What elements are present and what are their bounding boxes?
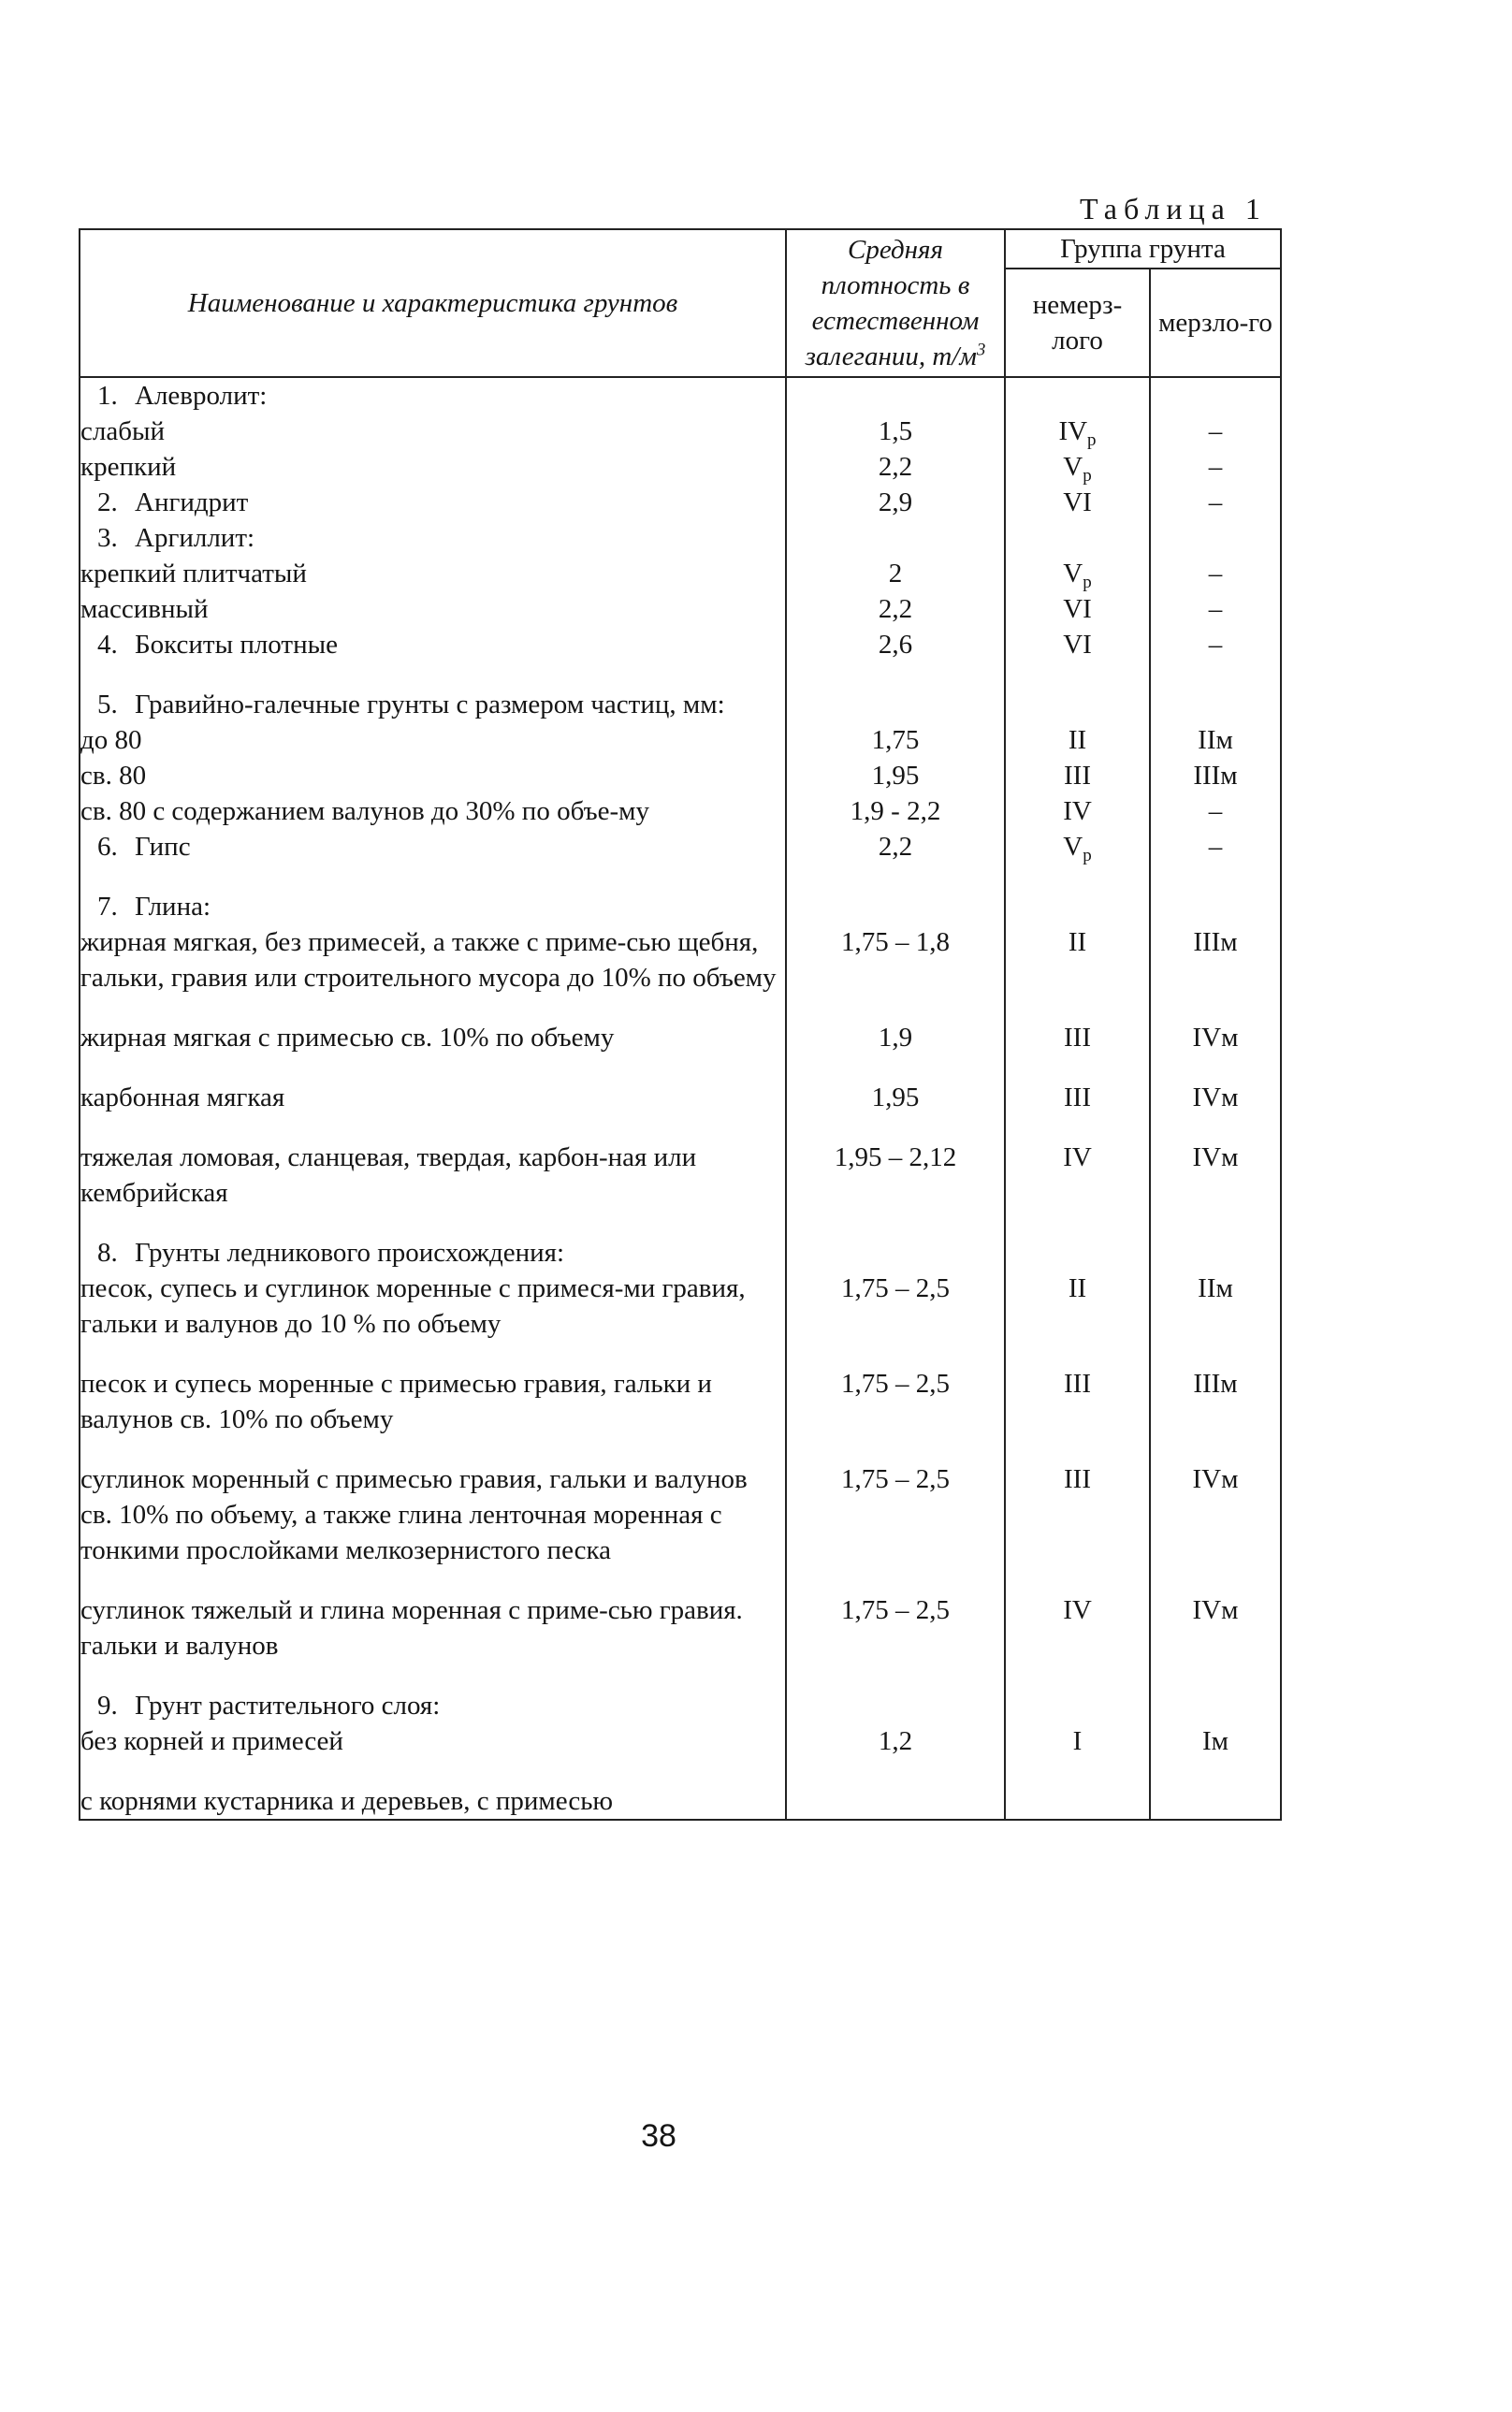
header-frozen: мерзло-го <box>1150 269 1281 377</box>
table-row <box>80 1055 1281 1115</box>
density-cell: 1,95 <box>786 758 1005 793</box>
density-cell: 1,75 – 2,5 <box>786 1568 1005 1664</box>
density-cell: 2,2 <box>786 449 1005 485</box>
frozen-cell <box>1150 520 1281 556</box>
unfrozen-group: VI <box>1063 487 1092 517</box>
header-density-text: Средняя плотность в естественном залегании, т/м <box>805 235 980 371</box>
unfrozen-cell <box>1005 1271 1150 1342</box>
table-row <box>80 995 1281 1055</box>
frozen-cell <box>1150 662 1281 722</box>
density-cell <box>786 662 1005 722</box>
density-cell: 1,75 – 2,5 <box>786 1342 1005 1437</box>
density-cell <box>786 1664 1005 1723</box>
unfrozen-cell <box>1005 591 1150 627</box>
name-cell: песок, супесь и суглинок моренные с примеся-ми гравия, гальки и валунов до 10 % по объему <box>80 1271 786 1342</box>
page-number: 38 <box>641 2118 676 2154</box>
name-cell <box>80 829 786 865</box>
table-row <box>80 1723 1281 1759</box>
unfrozen-cell <box>1005 1568 1150 1664</box>
frozen-cell: IIм <box>1150 722 1281 758</box>
name-cell: карбонная мягкая <box>80 1055 786 1115</box>
table-row <box>80 627 1281 662</box>
unfrozen-cell <box>1005 924 1150 995</box>
density-cell: 1,75 <box>786 722 1005 758</box>
name-cell: суглинок тяжелый и глина моренная с приме-сью гравия. гальки и валунов <box>80 1568 786 1664</box>
name-cell: св. 80 с содержанием валунов до 30% по объе-му <box>80 793 786 829</box>
name-cell: с корнями кустарника и деревьев, с примесью <box>80 1759 786 1820</box>
density-cell: 1,75 – 2,5 <box>786 1271 1005 1342</box>
unfrozen-cell <box>1005 1115 1150 1211</box>
name-cell <box>80 865 786 924</box>
frozen-cell: IVм <box>1150 1568 1281 1664</box>
frozen-cell: – <box>1150 556 1281 591</box>
row-number: 3. <box>97 523 118 553</box>
frozen-cell: IIIм <box>1150 1342 1281 1437</box>
unfrozen-group-sub: р <box>1083 573 1092 592</box>
density-cell: 2,9 <box>786 485 1005 520</box>
row-number: 8. <box>97 1238 118 1268</box>
name-cell: песок и супесь моренные с примесью гравия, гальки и валунов св. 10% по объему <box>80 1342 786 1437</box>
table-row <box>80 924 1281 995</box>
row-number: 4. <box>97 630 118 660</box>
table-row <box>80 1759 1281 1820</box>
unfrozen-group: VI <box>1063 630 1092 660</box>
name-cell <box>80 1211 786 1271</box>
frozen-cell <box>1150 377 1281 414</box>
density-cell <box>786 377 1005 414</box>
unfrozen-cell <box>1005 758 1150 793</box>
frozen-cell: IIIм <box>1150 924 1281 995</box>
density-cell: 1,9 - 2,2 <box>786 793 1005 829</box>
name-cell: св. 80 <box>80 758 786 793</box>
row-number: 6. <box>97 832 118 862</box>
unfrozen-cell <box>1005 1664 1150 1723</box>
header-density <box>786 229 1005 377</box>
frozen-cell <box>1150 1211 1281 1271</box>
unfrozen-cell <box>1005 1723 1150 1759</box>
unfrozen-group-sub: р <box>1083 466 1092 486</box>
table-row <box>80 722 1281 758</box>
unfrozen-cell <box>1005 449 1150 485</box>
unfrozen-cell <box>1005 1342 1150 1437</box>
unfrozen-cell <box>1005 377 1150 414</box>
row-number: 1. <box>97 381 118 411</box>
frozen-cell: IVм <box>1150 995 1281 1055</box>
table-row <box>80 377 1281 414</box>
name-cell: слабый <box>80 414 786 449</box>
table-row <box>80 1211 1281 1271</box>
unfrozen-group: IV <box>1063 796 1092 826</box>
unfrozen-cell <box>1005 414 1150 449</box>
table-title: Таблица 1 <box>1080 192 1267 225</box>
density-cell: 1,9 <box>786 995 1005 1055</box>
unfrozen-group: III <box>1064 1369 1091 1399</box>
table-row <box>80 662 1281 722</box>
unfrozen-group: V <box>1063 452 1083 482</box>
row-name: Ангидрит <box>135 487 249 517</box>
density-cell <box>786 1211 1005 1271</box>
name-cell <box>80 520 786 556</box>
table-row <box>80 1568 1281 1664</box>
table-row <box>80 1342 1281 1437</box>
table-row <box>80 758 1281 793</box>
unfrozen-cell <box>1005 662 1150 722</box>
name-cell: жирная мягкая, без примесей, а также с приме-сью щебня, гальки, гравия или строительного мусора до 10% по объему <box>80 924 786 995</box>
header-density-unit-exp: 3 <box>976 340 986 360</box>
table-row <box>80 591 1281 627</box>
table-row <box>80 829 1281 865</box>
table-row <box>80 1664 1281 1723</box>
frozen-cell: IVм <box>1150 1055 1281 1115</box>
name-cell <box>80 485 786 520</box>
unfrozen-cell <box>1005 520 1150 556</box>
unfrozen-cell <box>1005 485 1150 520</box>
name-cell: жирная мягкая с примесью св. 10% по объему <box>80 995 786 1055</box>
unfrozen-group: VI <box>1063 594 1092 624</box>
table-row <box>80 485 1281 520</box>
row-name: Грунты ледникового происхождения: <box>135 1238 565 1268</box>
frozen-cell <box>1150 865 1281 924</box>
frozen-cell: Iм <box>1150 1723 1281 1759</box>
row-number: 2. <box>97 487 118 517</box>
table-row <box>80 1271 1281 1342</box>
density-cell: 1,95 – 2,12 <box>786 1115 1005 1211</box>
unfrozen-cell <box>1005 865 1150 924</box>
unfrozen-group: II <box>1068 725 1087 755</box>
row-name: Бокситы плотные <box>135 630 338 660</box>
unfrozen-group: III <box>1064 1082 1091 1112</box>
unfrozen-cell <box>1005 722 1150 758</box>
row-number: 9. <box>97 1691 118 1721</box>
unfrozen-group: II <box>1068 1273 1087 1303</box>
unfrozen-group: II <box>1068 927 1087 957</box>
density-cell: 1,75 – 2,5 <box>786 1437 1005 1568</box>
unfrozen-cell <box>1005 556 1150 591</box>
unfrozen-cell <box>1005 1055 1150 1115</box>
frozen-cell: IVм <box>1150 1437 1281 1568</box>
unfrozen-group: IV <box>1063 1142 1092 1172</box>
frozen-cell: – <box>1150 414 1281 449</box>
name-cell <box>80 377 786 414</box>
unfrozen-group: I <box>1072 1726 1083 1756</box>
density-cell: 2,2 <box>786 829 1005 865</box>
name-cell <box>80 1664 786 1723</box>
header-name: Наименование и характеристика грунтов <box>80 229 786 377</box>
density-cell: 2,6 <box>786 627 1005 662</box>
frozen-cell: IVм <box>1150 1115 1281 1211</box>
table-row <box>80 449 1281 485</box>
frozen-cell <box>1150 1664 1281 1723</box>
unfrozen-cell <box>1005 793 1150 829</box>
unfrozen-group: IV <box>1058 416 1088 446</box>
unfrozen-cell <box>1005 1759 1150 1820</box>
unfrozen-group: V <box>1063 559 1083 588</box>
frozen-cell: – <box>1150 591 1281 627</box>
unfrozen-group-sub: р <box>1087 430 1097 450</box>
unfrozen-group: III <box>1064 761 1091 791</box>
frozen-cell: – <box>1150 449 1281 485</box>
row-name: Гипс <box>135 832 191 862</box>
table-row <box>80 520 1281 556</box>
frozen-cell: – <box>1150 627 1281 662</box>
row-number: 5. <box>97 690 118 719</box>
frozen-cell <box>1150 1759 1281 1820</box>
frozen-cell: – <box>1150 485 1281 520</box>
row-name: Аргиллит: <box>135 523 255 553</box>
density-cell <box>786 520 1005 556</box>
header-group: Группа грунта <box>1005 229 1281 269</box>
frozen-cell: IIIм <box>1150 758 1281 793</box>
table-row <box>80 556 1281 591</box>
frozen-cell: – <box>1150 793 1281 829</box>
row-name: Гравийно-галечные грунты с размером частиц, мм: <box>135 690 725 719</box>
name-cell: без корней и примесей <box>80 1723 786 1759</box>
table-row <box>80 1115 1281 1211</box>
unfrozen-group: III <box>1064 1464 1091 1494</box>
density-cell <box>786 865 1005 924</box>
name-cell: крепкий <box>80 449 786 485</box>
density-cell: 1,95 <box>786 1055 1005 1115</box>
table-row <box>80 865 1281 924</box>
row-name: Грунт растительного слоя: <box>135 1691 441 1721</box>
unfrozen-cell <box>1005 1211 1150 1271</box>
density-cell: 1,2 <box>786 1723 1005 1759</box>
row-name: Глина: <box>135 892 211 922</box>
table-row <box>80 793 1281 829</box>
unfrozen-group: V <box>1063 832 1083 862</box>
frozen-cell: IIм <box>1150 1271 1281 1342</box>
name-cell: крепкий плитчатый <box>80 556 786 591</box>
name-cell: массивный <box>80 591 786 627</box>
unfrozen-group: III <box>1064 1023 1091 1053</box>
density-cell <box>786 1759 1005 1820</box>
frozen-cell: – <box>1150 829 1281 865</box>
density-cell: 1,75 – 1,8 <box>786 924 1005 995</box>
table-row <box>80 414 1281 449</box>
unfrozen-cell <box>1005 1437 1150 1568</box>
table-row <box>80 1437 1281 1568</box>
row-number: 7. <box>97 892 118 922</box>
name-cell: суглинок моренный с примесью гравия, гальки и валунов св. 10% по объему, а также глина ленточная моренная с тонкими прослойками мелкозернистого песка <box>80 1437 786 1568</box>
density-cell: 1,5 <box>786 414 1005 449</box>
name-cell <box>80 662 786 722</box>
unfrozen-cell <box>1005 995 1150 1055</box>
row-name: Алевролит: <box>135 381 268 411</box>
name-cell: до 80 <box>80 722 786 758</box>
unfrozen-group-sub: р <box>1083 846 1092 865</box>
name-cell: тяжелая ломовая, сланцевая, твердая, карбон-ная или кембрийская <box>80 1115 786 1211</box>
unfrozen-cell <box>1005 627 1150 662</box>
unfrozen-cell <box>1005 829 1150 865</box>
soil-groups-table <box>79 228 1282 1821</box>
name-cell <box>80 627 786 662</box>
density-cell: 2 <box>786 556 1005 591</box>
unfrozen-group: IV <box>1063 1595 1092 1625</box>
header-unfrozen: немерз-лого <box>1005 269 1150 377</box>
density-cell: 2,2 <box>786 591 1005 627</box>
